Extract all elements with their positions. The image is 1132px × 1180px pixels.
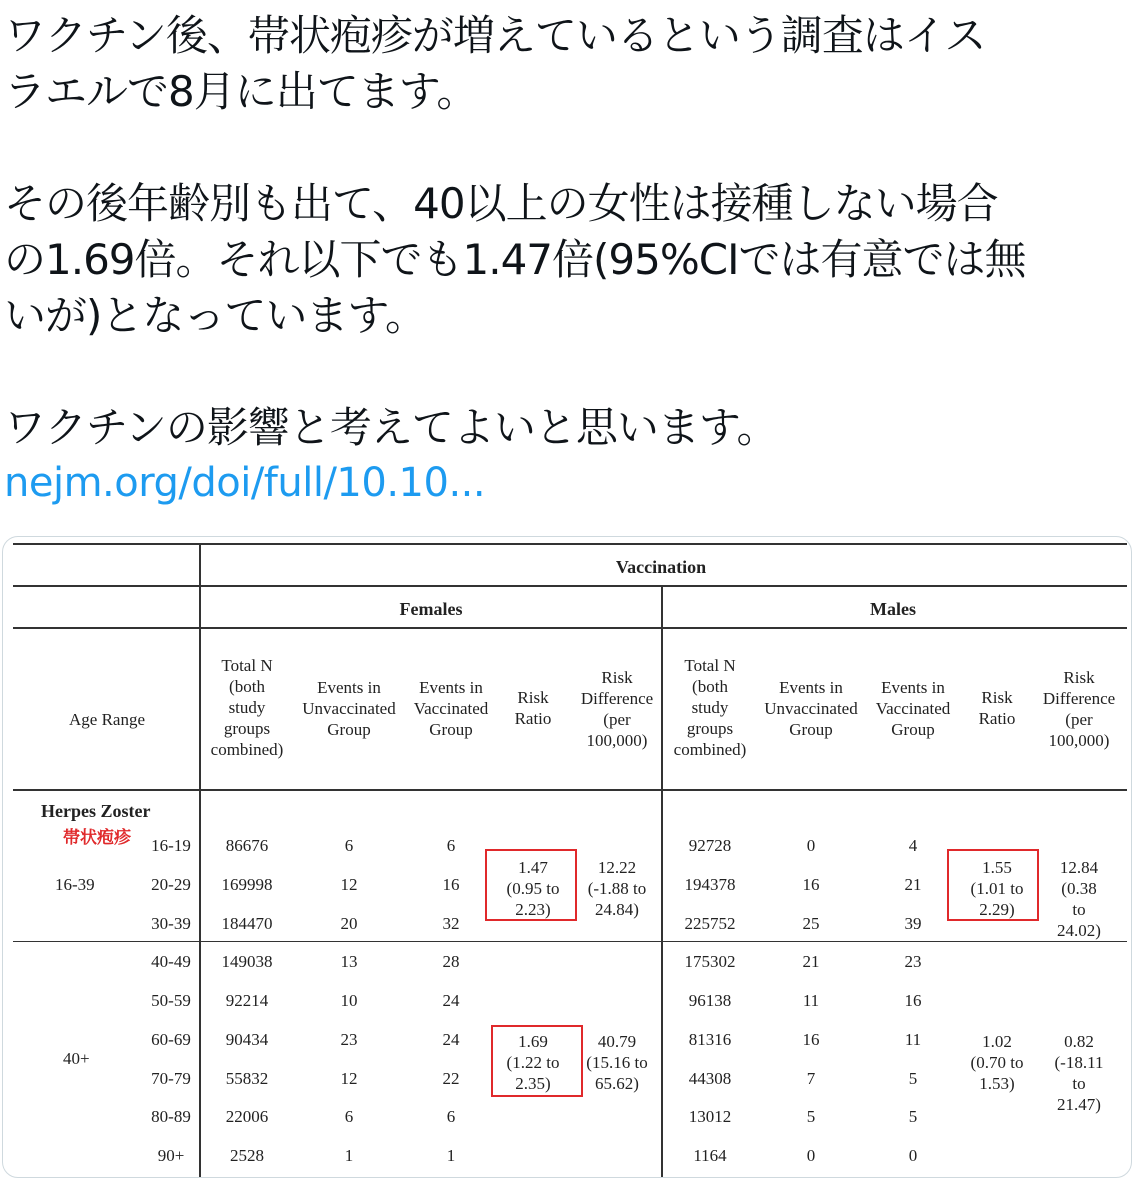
table-cell: 10: [340, 991, 358, 1010]
table-cell: 1: [344, 1146, 354, 1165]
table-cell: 16: [802, 1030, 820, 1049]
table-rule: [13, 585, 1127, 587]
table-cell: 16: [802, 875, 820, 894]
table-cell: 12: [340, 875, 358, 894]
table-cell: 21: [802, 952, 820, 971]
age-range-cell: 80-89: [151, 1107, 191, 1126]
herpes-zoster-label: Herpes Zoster: [41, 801, 151, 821]
female-unvacc-header: [302, 677, 395, 740]
table-cell: 39: [904, 914, 922, 933]
table-cell: 55832: [225, 1069, 269, 1088]
age-range-cell: 20-29: [151, 875, 191, 894]
table-cell: 6: [446, 836, 456, 855]
age-range-cell: 50-59: [151, 991, 191, 1010]
table-rule: [13, 941, 1127, 942]
table-cell: 11: [802, 991, 820, 1010]
male-rd-header: [1043, 667, 1115, 751]
table-cell: 28: [442, 952, 460, 971]
female-rd-1639: [588, 857, 647, 920]
col-text: Events in Unvaccinated Group: [764, 678, 858, 739]
table-cell: 20: [340, 914, 358, 933]
age-group-label: 40+: [63, 1049, 90, 1068]
tweet-link[interactable]: nejm.org/doi/full/10.10...: [4, 460, 486, 506]
table-cell: 4: [908, 836, 918, 855]
males-header: Males: [870, 599, 916, 619]
table-cell: 6: [344, 836, 354, 855]
table-cell: 21: [904, 875, 922, 894]
table-cell: 7: [806, 1069, 816, 1088]
cell-text: 1.02 (0.70 to 1.53): [970, 1032, 1024, 1093]
age-range-cell: 30-39: [151, 914, 191, 933]
table-cell: 23: [340, 1030, 358, 1049]
highlight-box: [947, 849, 1039, 921]
table-cell: 12: [340, 1069, 358, 1088]
col-text: Total N (both study groups combined): [673, 656, 747, 759]
table-rule: [199, 543, 201, 1177]
table-cell: 225752: [684, 914, 736, 933]
col-text: Events in Unvaccinated Group: [302, 678, 396, 739]
age-range-cell: 40-49: [151, 952, 191, 971]
table-cell: 184470: [221, 914, 273, 933]
results-table: [13, 543, 1127, 1177]
col-text: Events in Vaccinated Group: [413, 678, 489, 739]
cell-text: 1.55 (1.01 to 2.29): [970, 858, 1024, 919]
male-rr-header: [979, 687, 1016, 729]
age-range-cell: 90+: [157, 1146, 185, 1165]
table-cell: 149038: [221, 952, 273, 971]
table-cell: 0: [908, 1146, 918, 1165]
table-cell: 2528: [230, 1146, 264, 1165]
herpes-jp-label: 帯状疱疹: [63, 828, 131, 848]
col-text: Risk Difference (per 100,000): [1042, 668, 1116, 750]
table-cell: 13012: [688, 1107, 732, 1126]
age-group-label: 16-39: [55, 875, 95, 894]
cell-text: 40.79 (15.16 to 65.62): [586, 1032, 648, 1093]
table-cell: 5: [806, 1107, 816, 1126]
col-text: Risk Ratio: [514, 688, 552, 728]
female-rr-header: [515, 687, 552, 729]
age-range-cell: 70-79: [151, 1069, 191, 1088]
tweet-line: の1.69倍。それ以下でも1.47倍(95%CIでは有意では無: [4, 235, 1026, 284]
table-cell: 194378: [684, 875, 736, 894]
table-cell: 23: [904, 952, 922, 971]
females-header: Females: [399, 599, 463, 619]
table-cell: 175302: [684, 952, 736, 971]
table-cell: 25: [802, 914, 820, 933]
table-cell: 0: [806, 1146, 816, 1165]
male-unvacc-header: [764, 677, 857, 740]
male-total-header: [674, 655, 747, 760]
vaccination-header: Vaccination: [615, 557, 707, 577]
table-cell: 92728: [688, 836, 732, 855]
male-rd-1639: [1055, 857, 1103, 941]
table-rule: [13, 627, 1127, 629]
cell-text: 0.82 (-18.11 to 21.47): [1054, 1032, 1104, 1114]
cell-text: 12.84 (0.38 to 24.02): [1057, 858, 1101, 940]
age-range-cell: 16-19: [151, 836, 191, 855]
table-rule: [13, 543, 1127, 545]
cell-text: 1.69 (1.22 to 2.35): [506, 1032, 560, 1093]
table-cell: 90434: [225, 1030, 269, 1049]
female-vacc-header: [414, 677, 489, 740]
table-cell: 169998: [221, 875, 273, 894]
table-rule: [661, 587, 663, 1177]
table-cell: 16: [442, 875, 460, 894]
male-vacc-header: [876, 677, 951, 740]
age-range-cell: 60-69: [151, 1030, 191, 1049]
table-cell: 5: [908, 1107, 918, 1126]
table-cell: 32: [442, 914, 460, 933]
cell-text: 1.47 (0.95 to 2.23): [506, 858, 560, 919]
table-cell: 13: [340, 952, 358, 971]
table-cell: 96138: [688, 991, 732, 1010]
table-cell: 6: [446, 1107, 456, 1126]
table-cell: 22006: [225, 1107, 269, 1126]
female-rd-header: [581, 667, 653, 751]
tweet-line: その後年齢別も出て、40以上の女性は接種しない場合: [4, 179, 998, 228]
col-text: Events in Vaccinated Group: [875, 678, 951, 739]
tweet-line: ワクチン後、帯状疱疹が増えているという調査はイス: [4, 11, 986, 60]
table-cell: 1: [446, 1146, 456, 1165]
highlight-box: [485, 849, 577, 921]
table-cell: 24: [442, 991, 460, 1010]
table-rule: [13, 789, 1127, 791]
table-cell: 11: [904, 1030, 922, 1049]
table-cell: 0: [806, 836, 816, 855]
tweet-line: ラエルで8月に出てます。: [4, 67, 478, 116]
male-rr-40: [971, 1031, 1024, 1094]
table-cell: 1164: [693, 1146, 727, 1165]
age-range-header: Age Range: [68, 710, 146, 729]
cell-text: 12.22 (-1.88 to 24.84): [587, 858, 647, 919]
male-rd-40: [1055, 1031, 1104, 1115]
table-cell: 16: [904, 991, 922, 1010]
table-cell: 5: [908, 1069, 918, 1088]
col-text: Risk Ratio: [978, 688, 1016, 728]
table-cell: 24: [442, 1030, 460, 1049]
tweet-line: いが)となっています。: [4, 291, 427, 340]
female-total-header: [211, 655, 284, 760]
col-text: Total N (both study groups combined): [210, 656, 284, 759]
col-text: Risk Difference (per 100,000): [580, 668, 654, 750]
table-cell: 81316: [688, 1030, 732, 1049]
table-cell: 86676: [225, 836, 269, 855]
tweet-image-card[interactable]: [2, 536, 1132, 1178]
female-rd-40: [586, 1031, 647, 1094]
table-cell: 44308: [688, 1069, 732, 1088]
table-cell: 6: [344, 1107, 354, 1126]
table-cell: 92214: [225, 991, 269, 1010]
table-cell: 22: [442, 1069, 460, 1088]
highlight-box: [491, 1025, 583, 1097]
tweet-line: ワクチンの影響と考えてよいと思います。: [4, 403, 778, 452]
